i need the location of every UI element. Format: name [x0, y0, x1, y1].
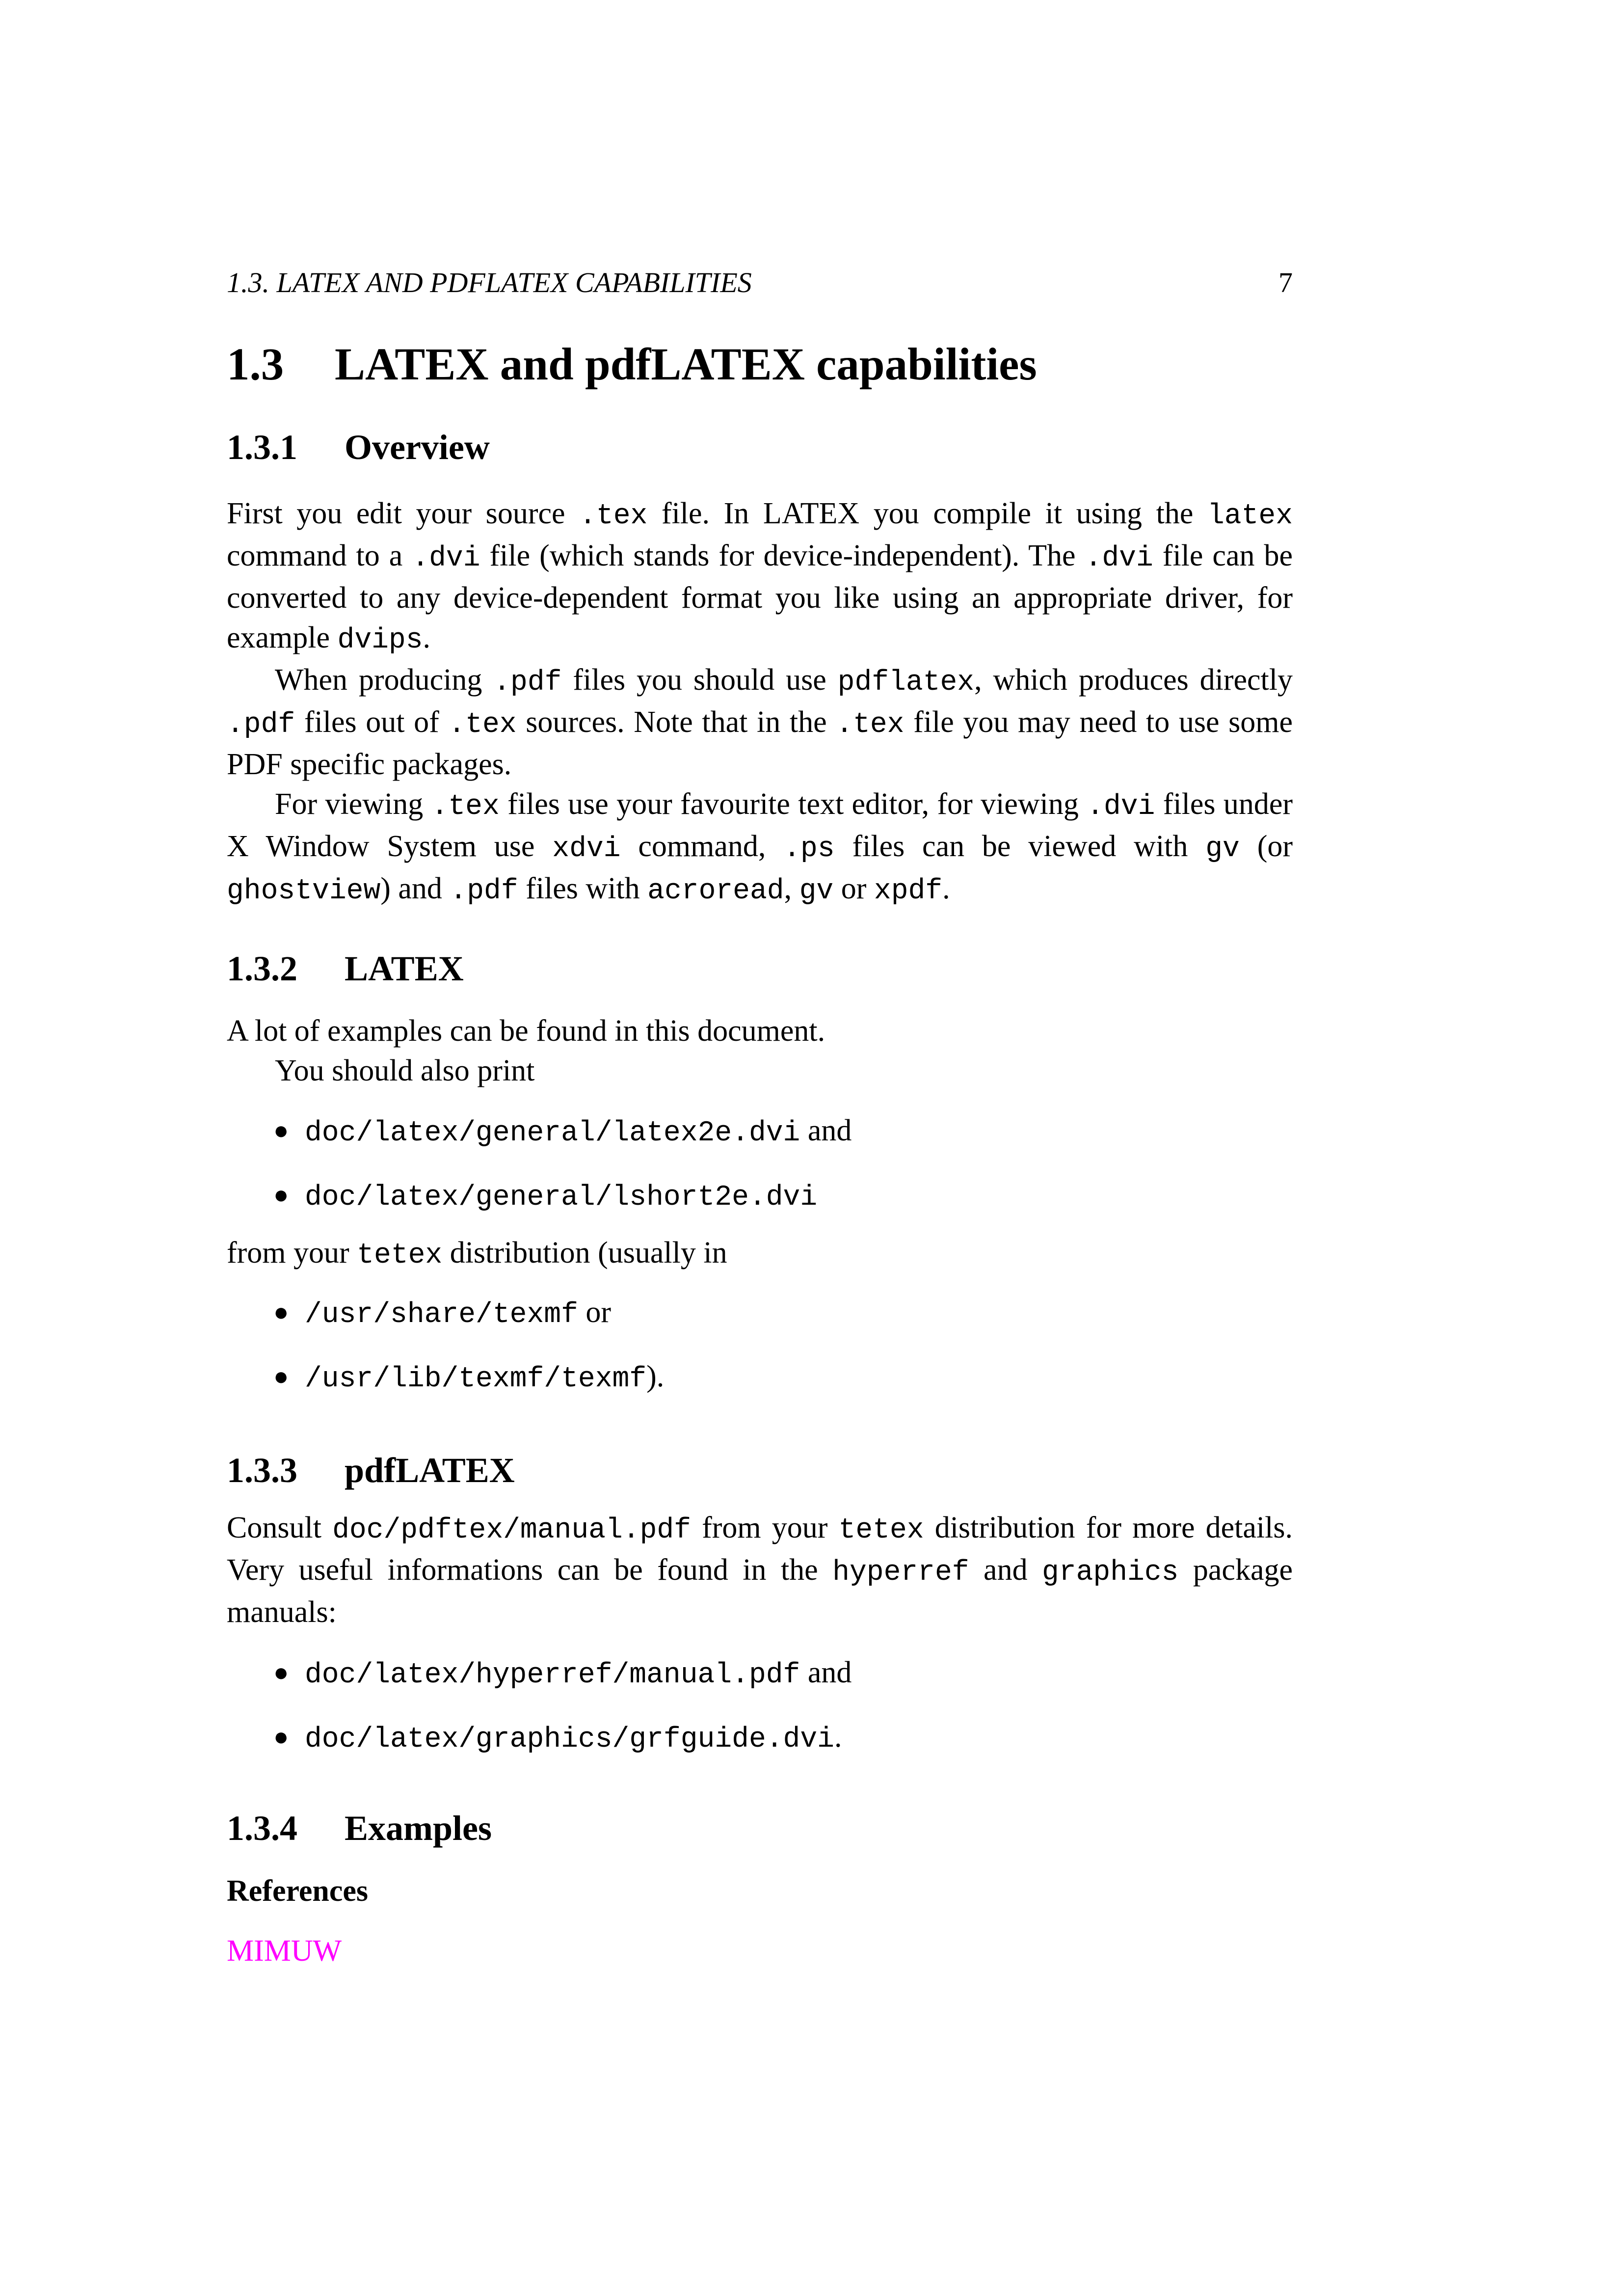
overview-body: [227, 494, 1293, 911]
subsection-heading-overview: [227, 425, 490, 469]
latex-paragraph-3: from your tetex distribution (usually in: [227, 1236, 727, 1271]
overview-paragraph-2: When producing .pdf files you should use pdflatex, which produces directly .pdf files out of .tex sources. Note that in the .tex file you may need to use some PDF specific packages.: [227, 663, 1293, 781]
latex-body-2: [227, 1233, 1293, 1275]
subsection-title: Overview: [345, 428, 490, 467]
subsection-number: 1.3.1: [227, 428, 297, 467]
texmf-path-list: [273, 1293, 1293, 1397]
bullet-icon: ●: [273, 1723, 289, 1751]
bullet-icon: ●: [273, 1117, 289, 1145]
subsection-number: 1.3.4: [227, 1809, 297, 1848]
subsection-title: Examples: [345, 1809, 492, 1848]
latex-paragraph-2: You should also print: [275, 1054, 535, 1087]
bullet-icon: ●: [273, 1659, 289, 1687]
list-item: ● doc/latex/general/latex2e.dvi and: [273, 1111, 1293, 1151]
pdflatex-paragraph-1: Consult doc/pdftex/manual.pdf from your tetex distribution for more details. Very useful informations can be found in the hyperref and graphics package manuals:: [227, 1511, 1293, 1629]
section-title: LATEX and pdfLATEX capabilities: [335, 339, 1037, 390]
running-head: [227, 265, 1293, 300]
section-number: 1.3: [227, 339, 284, 390]
overview-paragraph-3: For viewing .tex files use your favourite text editor, for viewing .dvi files under X Window System use xdvi command, .ps files can be viewed with gv (or ghostview) and .pdf files with acroread, gv or xpdf.: [227, 787, 1293, 907]
overview-paragraph-1: First you edit your source .tex file. In LATEX you compile it using the latex command to a .dvi file (which stands for device-independent). The .dvi file can be converted to any device-dependent format you like using an appropriate driver, for example dvips.: [227, 497, 1293, 656]
references-heading: References: [227, 1874, 369, 1908]
section-heading: [227, 338, 1037, 392]
subsection-heading-latex: [227, 946, 464, 991]
latex-doc-list: [273, 1111, 1293, 1215]
pdflatex-manual-list: [273, 1653, 1293, 1757]
subsection-heading-examples: [227, 1806, 492, 1850]
latex-paragraph-1: A lot of examples can be found in this document.: [227, 1014, 825, 1048]
bullet-icon: ●: [273, 1363, 289, 1391]
latex-body: [227, 1011, 1293, 1091]
subsection-number: 1.3.3: [227, 1451, 297, 1490]
subsection-number: 1.3.2: [227, 949, 297, 988]
document-page: [227, 0, 1293, 2296]
list-item: ● /usr/share/texmf or: [273, 1293, 1293, 1332]
subsection-heading-pdflatex: [227, 1448, 515, 1492]
mimuw-link[interactable]: MIMUW: [227, 1934, 342, 1968]
list-item: ● /usr/lib/texmf/texmf).: [273, 1357, 1293, 1397]
bullet-icon: ●: [273, 1298, 289, 1326]
list-item: ● doc/latex/hyperref/manual.pdf and: [273, 1653, 1293, 1693]
pdflatex-body: [227, 1508, 1293, 1632]
bullet-icon: ●: [273, 1181, 289, 1209]
list-item: ● doc/latex/graphics/grfguide.dvi.: [273, 1717, 1293, 1757]
running-head-title: 1.3. LATEX AND PDFLATEX CAPABILITIES: [227, 267, 752, 298]
page-number: 7: [1278, 267, 1293, 298]
subsection-title: LATEX: [345, 949, 464, 988]
list-item: ● doc/latex/general/lshort2e.dvi: [273, 1175, 1293, 1215]
subsection-title: pdfLATEX: [345, 1451, 515, 1490]
